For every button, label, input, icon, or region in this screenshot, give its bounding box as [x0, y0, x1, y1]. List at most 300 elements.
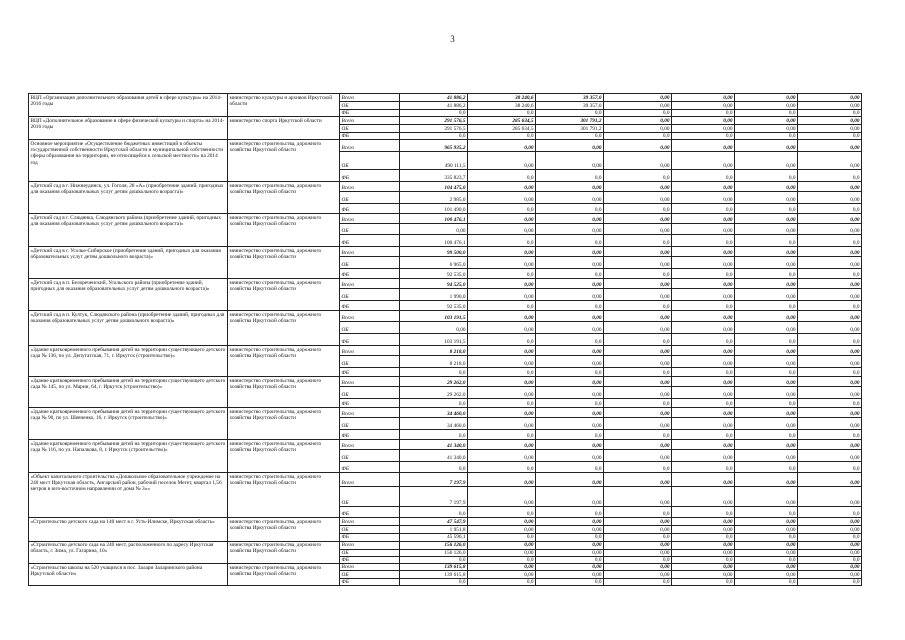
amount-cell: 101 490,0: [400, 204, 468, 214]
amount-cell: 1 990,0: [400, 289, 468, 301]
table-row: [29, 279, 862, 289]
amount-cell: 0,00: [604, 487, 672, 507]
funding-source: Всего: [340, 117, 400, 125]
amount-cell: 0,0: [400, 556, 468, 563]
amount-cell: 0,0: [468, 334, 536, 346]
amount-cell: 0,00: [672, 182, 735, 192]
amount-cell: 0,00: [536, 473, 604, 487]
amount-cell: 0,0: [536, 334, 604, 346]
funding-source: ФБ: [340, 204, 400, 214]
responsible-executor: министерство строительства, дорожного хозяйства Иркутской области: [228, 247, 340, 279]
amount-cell: 0,00: [468, 356, 536, 368]
amount-cell: 139 615,8: [400, 564, 468, 571]
amount-cell: 0,0: [604, 133, 672, 140]
amount-cell: 45 596,1: [400, 534, 468, 541]
funding-source: ОБ: [340, 289, 400, 301]
amount-cell: 0,00: [798, 279, 862, 289]
amount-cell: 0,00: [798, 311, 862, 322]
amount-cell: 0,00: [468, 450, 536, 462]
amount-cell: 0,00: [604, 257, 672, 269]
funding-source: ОБ: [340, 387, 400, 399]
amount-cell: 38 240,6: [468, 94, 536, 102]
funding-source: Всего: [340, 311, 400, 322]
amount-cell: 0,0: [735, 235, 798, 247]
amount-cell: 0,00: [672, 418, 735, 430]
amount-cell: 0,0: [798, 170, 862, 182]
amount-cell: 0,0: [400, 462, 468, 473]
amount-cell: 0,00: [604, 408, 672, 418]
funding-source: ФБ: [340, 235, 400, 247]
amount-cell: 0,00: [536, 311, 604, 322]
amount-cell: 0,0: [468, 462, 536, 473]
amount-cell: 0,00: [798, 94, 862, 102]
amount-cell: 0,00: [798, 247, 862, 257]
amount-cell: 0,00: [672, 440, 735, 450]
amount-cell: 99 500,0: [400, 247, 468, 257]
amount-cell: 335 823,7: [400, 170, 468, 182]
amount-cell: 291 576,5: [400, 117, 468, 125]
amount-cell: 0,0: [735, 301, 798, 311]
amount-cell: 0,0: [798, 399, 862, 408]
amount-cell: 0,0: [468, 556, 536, 563]
amount-cell: 0,0: [798, 534, 862, 541]
amount-cell: 0,00: [604, 247, 672, 257]
amount-cell: 0,0: [536, 269, 604, 279]
amount-cell: 0,00: [468, 289, 536, 301]
amount-cell: 0,00: [672, 518, 735, 526]
amount-cell: 0,0: [798, 507, 862, 518]
amount-cell: 0,00: [735, 289, 798, 301]
amount-cell: 0,00: [468, 418, 536, 430]
amount-cell: 0,00: [536, 487, 604, 507]
amount-cell: 0,00: [798, 377, 862, 387]
amount-cell: 0,00: [468, 279, 536, 289]
amount-cell: 8 218,0: [400, 346, 468, 356]
amount-cell: 0,00: [536, 214, 604, 224]
amount-cell: 0,0: [468, 534, 536, 541]
amount-cell: 0,0: [604, 204, 672, 214]
amount-cell: 0,0: [735, 204, 798, 214]
funding-source: ФБ: [340, 110, 400, 117]
amount-cell: 0,0: [468, 301, 536, 311]
amount-cell: 0,0: [536, 170, 604, 182]
amount-cell: 0,00: [604, 322, 672, 334]
amount-cell: 0,00: [604, 94, 672, 102]
amount-cell: 0,00: [604, 571, 672, 579]
amount-cell: 0,00: [468, 473, 536, 487]
amount-cell: 0,0: [672, 556, 735, 563]
funding-source: ФБ: [340, 133, 400, 140]
table-row: [29, 182, 862, 192]
amount-cell: 0,0: [468, 235, 536, 247]
amount-cell: 965 935,2: [400, 140, 468, 152]
funding-source: ОБ: [340, 418, 400, 430]
amount-cell: 0,0: [798, 204, 862, 214]
amount-cell: 0,0: [604, 368, 672, 377]
amount-cell: 0,00: [536, 440, 604, 450]
amount-cell: 39 357,0: [536, 94, 604, 102]
amount-cell: 0,0: [604, 399, 672, 408]
amount-cell: 0,00: [536, 571, 604, 579]
funding-source: ОБ: [340, 526, 400, 534]
funding-source: ОБ: [340, 487, 400, 507]
amount-cell: 0,0: [400, 133, 468, 140]
amount-cell: 0,00: [672, 450, 735, 462]
funding-source: ОБ: [340, 224, 400, 235]
amount-cell: 0,00: [735, 518, 798, 526]
amount-cell: 0,00: [735, 214, 798, 224]
amount-cell: 0,00: [735, 418, 798, 430]
amount-cell: 0,00: [672, 102, 735, 110]
table-row: [29, 377, 862, 387]
table-row: [29, 94, 862, 102]
amount-cell: 0,00: [735, 257, 798, 269]
amount-cell: 0,00: [468, 571, 536, 579]
funding-source: ОБ: [340, 450, 400, 462]
amount-cell: 0,00: [468, 182, 536, 192]
amount-cell: 0,0: [536, 235, 604, 247]
amount-cell: 0,0: [536, 534, 604, 541]
amount-cell: 0,0: [798, 133, 862, 140]
amount-cell: 0,00: [468, 192, 536, 204]
funding-source: Всего: [340, 94, 400, 102]
amount-cell: 0,00: [604, 564, 672, 571]
amount-cell: 0,0: [468, 170, 536, 182]
funding-source: ОБ: [340, 571, 400, 579]
table-row: [29, 473, 862, 487]
amount-cell: 0,00: [468, 487, 536, 507]
amount-cell: 0,0: [735, 368, 798, 377]
amount-cell: 0,0: [672, 170, 735, 182]
table-row: [29, 311, 862, 322]
amount-cell: 0,00: [672, 140, 735, 152]
amount-cell: 0,00: [468, 564, 536, 571]
funding-source: Всего: [340, 541, 400, 549]
amount-cell: 100 476,1: [400, 235, 468, 247]
amount-cell: 0,00: [672, 526, 735, 534]
amount-cell: 0,00: [536, 192, 604, 204]
amount-cell: 0,00: [735, 279, 798, 289]
amount-cell: 0,0: [735, 556, 798, 563]
funding-source: ОБ: [340, 102, 400, 110]
amount-cell: 41 886,2: [400, 102, 468, 110]
funding-source: ОБ: [340, 322, 400, 334]
amount-cell: 0,00: [735, 541, 798, 549]
amount-cell: 0,00: [798, 346, 862, 356]
amount-cell: 0,00: [798, 125, 862, 133]
amount-cell: 0,00: [735, 487, 798, 507]
responsible-executor: министерство строительства, дорожного хозяйства Иркутской области: [228, 564, 340, 586]
amount-cell: 0,00: [798, 322, 862, 334]
amount-cell: 0,00: [672, 473, 735, 487]
amount-cell: 100 476,1: [400, 214, 468, 224]
amount-cell: 0,0: [536, 133, 604, 140]
amount-cell: 0,00: [735, 94, 798, 102]
amount-cell: 0,00: [536, 377, 604, 387]
table-row: [29, 247, 862, 257]
amount-cell: 0,00: [672, 564, 735, 571]
amount-cell: 0,00: [672, 322, 735, 334]
amount-cell: 0,00: [468, 549, 536, 556]
amount-cell: 0,0: [468, 133, 536, 140]
amount-cell: 0,0: [798, 462, 862, 473]
amount-cell: 0,00: [672, 311, 735, 322]
amount-cell: 0,00: [536, 450, 604, 462]
funding-source: ОБ: [340, 192, 400, 204]
amount-cell: 0,0: [536, 507, 604, 518]
amount-cell: 0,0: [672, 334, 735, 346]
amount-cell: 0,00: [735, 549, 798, 556]
amount-cell: 34 460,0: [400, 408, 468, 418]
amount-cell: 0,00: [672, 94, 735, 102]
amount-cell: 0,00: [672, 117, 735, 125]
amount-cell: 0,00: [735, 526, 798, 534]
table-row: [29, 408, 862, 418]
table-row: [29, 440, 862, 450]
amount-cell: 0,00: [604, 117, 672, 125]
amount-cell: 0,00: [798, 440, 862, 450]
amount-cell: 0,00: [536, 289, 604, 301]
amount-cell: 41 340,0: [400, 450, 468, 462]
amount-cell: 0,00: [604, 125, 672, 133]
program-name: «Строительство детского сада на 240 мест, расположенного по адресу Иркутская область, г. Зима, ул. Гагарина, 10»: [29, 541, 228, 563]
amount-cell: 0,00: [798, 387, 862, 399]
amount-cell: 104 475,0: [400, 182, 468, 192]
amount-cell: 0,0: [735, 170, 798, 182]
amount-cell: 0,0: [798, 269, 862, 279]
amount-cell: 103 191,5: [400, 311, 468, 322]
amount-cell: 0,00: [536, 224, 604, 235]
amount-cell: 7 197,9: [400, 473, 468, 487]
amount-cell: 0,00: [672, 214, 735, 224]
amount-cell: 0,00: [468, 140, 536, 152]
amount-cell: 0,0: [604, 110, 672, 117]
amount-cell: 0,00: [400, 322, 468, 334]
amount-cell: 0,00: [798, 487, 862, 507]
amount-cell: 0,0: [735, 507, 798, 518]
amount-cell: 0,00: [468, 541, 536, 549]
amount-cell: 0,00: [798, 356, 862, 368]
amount-cell: 0,00: [798, 257, 862, 269]
amount-cell: 0,00: [604, 377, 672, 387]
amount-cell: 0,0: [672, 301, 735, 311]
amount-cell: 490 111,5: [400, 152, 468, 170]
responsible-executor: министерство строительства, дорожного хозяйства Иркутской области: [228, 377, 340, 408]
amount-cell: 0,00: [468, 257, 536, 269]
funding-source: ОБ: [340, 356, 400, 368]
amount-cell: 0,0: [536, 579, 604, 586]
amount-cell: 0,00: [604, 387, 672, 399]
program-name: «Здание кратковременного пребывания детей на территории существующего детского сада № 116, по ул. Напалкова, 8, г. Иркутск (строительство)»: [29, 440, 228, 473]
funding-source: Всего: [340, 214, 400, 224]
amount-cell: 0,00: [798, 541, 862, 549]
amount-cell: 0,0: [798, 334, 862, 346]
responsible-executor: министерство строительства, дорожного хозяйства Иркутской области: [228, 214, 340, 247]
amount-cell: 0,00: [798, 140, 862, 152]
amount-cell: 0,00: [468, 322, 536, 334]
amount-cell: 0,00: [735, 408, 798, 418]
amount-cell: 0,0: [735, 269, 798, 279]
amount-cell: 0,0: [400, 368, 468, 377]
funding-source: Всего: [340, 377, 400, 387]
amount-cell: 92 535,0: [400, 301, 468, 311]
amount-cell: 0,0: [735, 133, 798, 140]
amount-cell: 0,0: [672, 579, 735, 586]
amount-cell: 0,00: [735, 125, 798, 133]
amount-cell: 0,00: [672, 541, 735, 549]
amount-cell: 0,00: [468, 311, 536, 322]
amount-cell: 0,00: [468, 224, 536, 235]
funding-source: ФБ: [340, 462, 400, 473]
responsible-executor: министерство строительства, дорожного хозяйства Иркутской области: [228, 473, 340, 518]
budget-table: [28, 93, 862, 586]
responsible-executor: министерство строительства, дорожного хозяйства Иркутской области: [228, 140, 340, 182]
amount-cell: 156 126,0: [400, 549, 468, 556]
amount-cell: 0,0: [798, 368, 862, 377]
amount-cell: 0,00: [604, 450, 672, 462]
amount-cell: 0,0: [672, 507, 735, 518]
funding-source: ФБ: [340, 534, 400, 541]
amount-cell: 0,0: [735, 534, 798, 541]
amount-cell: 0,00: [735, 571, 798, 579]
amount-cell: 0,00: [735, 311, 798, 322]
amount-cell: 0,00: [798, 117, 862, 125]
amount-cell: 0,00: [604, 440, 672, 450]
amount-cell: 103 191,5: [400, 334, 468, 346]
amount-cell: 0,00: [604, 549, 672, 556]
responsible-executor: министерство строительства, дорожного хозяйства Иркутской области: [228, 518, 340, 541]
amount-cell: 0,0: [672, 269, 735, 279]
amount-cell: 0,0: [672, 110, 735, 117]
amount-cell: 2 985,0: [400, 192, 468, 204]
funding-source: Всего: [340, 440, 400, 450]
responsible-executor: министерство строительства, дорожного хозяйства Иркутской области: [228, 408, 340, 440]
amount-cell: 0,0: [400, 579, 468, 586]
table-row: [29, 541, 862, 549]
amount-cell: 0,00: [468, 214, 536, 224]
funding-source: ФБ: [340, 368, 400, 377]
amount-cell: 0,00: [604, 473, 672, 487]
amount-cell: 0,00: [468, 387, 536, 399]
amount-cell: 0,00: [672, 356, 735, 368]
amount-cell: 0,0: [798, 430, 862, 440]
amount-cell: 0,0: [604, 579, 672, 586]
amount-cell: 0,00: [536, 356, 604, 368]
amount-cell: 0,0: [536, 204, 604, 214]
amount-cell: 0,00: [672, 257, 735, 269]
amount-cell: 0,00: [735, 224, 798, 235]
amount-cell: 0,00: [798, 289, 862, 301]
table-row: [29, 214, 862, 224]
funding-source: Всего: [340, 247, 400, 257]
amount-cell: 0,0: [604, 507, 672, 518]
amount-cell: 0,0: [604, 534, 672, 541]
amount-cell: 0,00: [468, 377, 536, 387]
amount-cell: 0,00: [672, 247, 735, 257]
amount-cell: 0,00: [672, 549, 735, 556]
amount-cell: 0,00: [798, 214, 862, 224]
funding-source: ОБ: [340, 125, 400, 133]
amount-cell: 0,0: [536, 462, 604, 473]
amount-cell: 0,00: [672, 387, 735, 399]
amount-cell: 0,00: [468, 152, 536, 170]
amount-cell: 0,0: [604, 430, 672, 440]
amount-cell: 0,0: [536, 368, 604, 377]
amount-cell: 0,00: [604, 311, 672, 322]
amount-cell: 0,0: [735, 110, 798, 117]
amount-cell: 0,00: [735, 152, 798, 170]
program-name: «Детский сад в г. Усолье-Сибирское (приобретение зданий, пригодных для оказания образовательных услуг детям дошкольного возраста)»: [29, 247, 228, 279]
amount-cell: 0,00: [798, 564, 862, 571]
amount-cell: 0,00: [536, 322, 604, 334]
amount-cell: 0,0: [798, 301, 862, 311]
amount-cell: 156 126,0: [400, 541, 468, 549]
amount-cell: 0,0: [400, 110, 468, 117]
amount-cell: 0,00: [604, 346, 672, 356]
amount-cell: 0,00: [735, 102, 798, 110]
amount-cell: 0,00: [798, 418, 862, 430]
amount-cell: 0,00: [798, 518, 862, 526]
amount-cell: 0,0: [400, 430, 468, 440]
responsible-executor: министерство строительства, дорожного хозяйства Иркутской области: [228, 182, 340, 214]
amount-cell: 0,0: [400, 399, 468, 408]
amount-cell: 0,0: [604, 269, 672, 279]
amount-cell: 0,00: [604, 102, 672, 110]
amount-cell: 301 791,2: [536, 117, 604, 125]
amount-cell: 0,00: [672, 487, 735, 507]
program-name: ВЦП «Дополнительное образование в сфере физической культуры и спорта» на 2014-2016 годы: [29, 117, 228, 140]
funding-source: Всего: [340, 182, 400, 192]
table-row: [29, 346, 862, 356]
program-name: «Здание кратковременного пребывания детей на территории существующего детского сада № 90, по ул. Шевченко, 16, г. Иркутск (строительство)»: [29, 408, 228, 440]
amount-cell: 0,0: [468, 430, 536, 440]
amount-cell: 0,0: [536, 399, 604, 408]
amount-cell: 0,0: [672, 204, 735, 214]
program-name: «Здание кратковременного пребывания детей на территории существующего детского сада № 136, по ул. Депутатская, 71, г. Иркутск (строительство)»: [29, 346, 228, 377]
funding-source: ОБ: [340, 549, 400, 556]
amount-cell: 285 634,5: [468, 125, 536, 133]
amount-cell: 0,0: [735, 430, 798, 440]
responsible-executor: министерство строительства, дорожного хозяйства Иркутской области: [228, 541, 340, 563]
amount-cell: 41 340,0: [400, 440, 468, 450]
amount-cell: 0,00: [735, 346, 798, 356]
amount-cell: 0,00: [536, 247, 604, 257]
amount-cell: 0,00: [735, 377, 798, 387]
amount-cell: 0,00: [468, 346, 536, 356]
amount-cell: 0,0: [468, 110, 536, 117]
table-row: [29, 140, 862, 152]
amount-cell: 0,00: [798, 526, 862, 534]
amount-cell: 0,00: [536, 549, 604, 556]
amount-cell: 0,00: [536, 541, 604, 549]
amount-cell: 0,00: [735, 473, 798, 487]
amount-cell: 0,0: [468, 368, 536, 377]
amount-cell: 39 357,0: [536, 102, 604, 110]
amount-cell: 0,00: [735, 356, 798, 368]
amount-cell: 0,0: [468, 579, 536, 586]
amount-cell: 0,00: [798, 182, 862, 192]
responsible-executor: министерство строительства, дорожного хозяйства Иркутской области: [228, 346, 340, 377]
amount-cell: 0,0: [672, 368, 735, 377]
amount-cell: 0,00: [536, 140, 604, 152]
program-name: «Строительство детского сада на 140 мест в г. Усть-Илимске, Иркутская область»: [29, 518, 228, 541]
program-name: Основное мероприятие «Осуществление бюджетных инвестиций в объекты государственной собственности Иркутской области и муниципальной собственности сферы образования на территории, не относящейся к сельской местности» на 2014 год: [29, 140, 228, 182]
amount-cell: 8 218,0: [400, 356, 468, 368]
amount-cell: 0,00: [604, 279, 672, 289]
amount-cell: 0,00: [604, 140, 672, 152]
amount-cell: 0,00: [798, 549, 862, 556]
amount-cell: 0,00: [536, 518, 604, 526]
